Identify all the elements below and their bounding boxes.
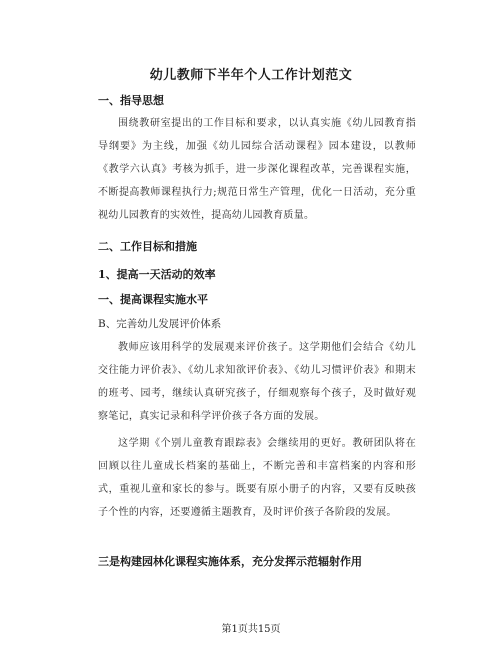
subheading-daily-efficiency: 1、提高一天活动的效率: [98, 268, 216, 281]
subheading-curriculum-level: 一、提高课程实施水平: [98, 293, 208, 306]
section-heading-goals-measures: 二、工作目标和措施: [98, 240, 197, 253]
section-heading-garden-curriculum: 三是构建园林化课程实施体系，充分发挥示范辐射作用: [98, 555, 362, 568]
page-number-footer: 第1页共15页: [221, 624, 281, 635]
document-title: 幼儿教师下半年个人工作计划范文: [149, 68, 353, 83]
paragraph-guiding-ideology: 围绕教研室提出的工作目标和要求，以认真实施《幼儿园教育指导纲要》为主线，加强《幼儿园综合活动课程》园本建设，以教师《教学六认真》考核为抓手，进一步深化课程改革，完善课程实施，不断提高教师课程执行力;规范日常生产管理，优化一日活动，充分重视幼儿园教育的实效性，提高幼儿园教育质量。: [98, 118, 416, 221]
section-heading-guiding-ideology: 一、指导思想: [98, 94, 164, 107]
subheading-evaluation-system: B、完善幼儿发展评价体系: [98, 318, 222, 330]
paragraph-tracking: 这学期《个别儿童教育跟踪表》会继续用的更好。教研团队将在回顾以往儿童成长档案的基础上，不断完善和丰富档案的内容和形式，重视儿童和家长的参与。既要有原小册子的内容，又要有反映孩子个性的内容，还要遵循主题教育，及时评价孩子各阶段的发展。: [98, 438, 416, 518]
paragraph-evaluation: 教师应该用科学的发展观来评价孩子。这学期他们会结合《幼儿交往能力评价表》、《幼儿求知欲评价表》、《幼儿习惯评价表》和期末的班考、园考，继续认真研究孩子，仔细观察每个孩子，及时做好观察笔记，真实记录和科学评价孩子各方面的发展。: [98, 342, 416, 422]
